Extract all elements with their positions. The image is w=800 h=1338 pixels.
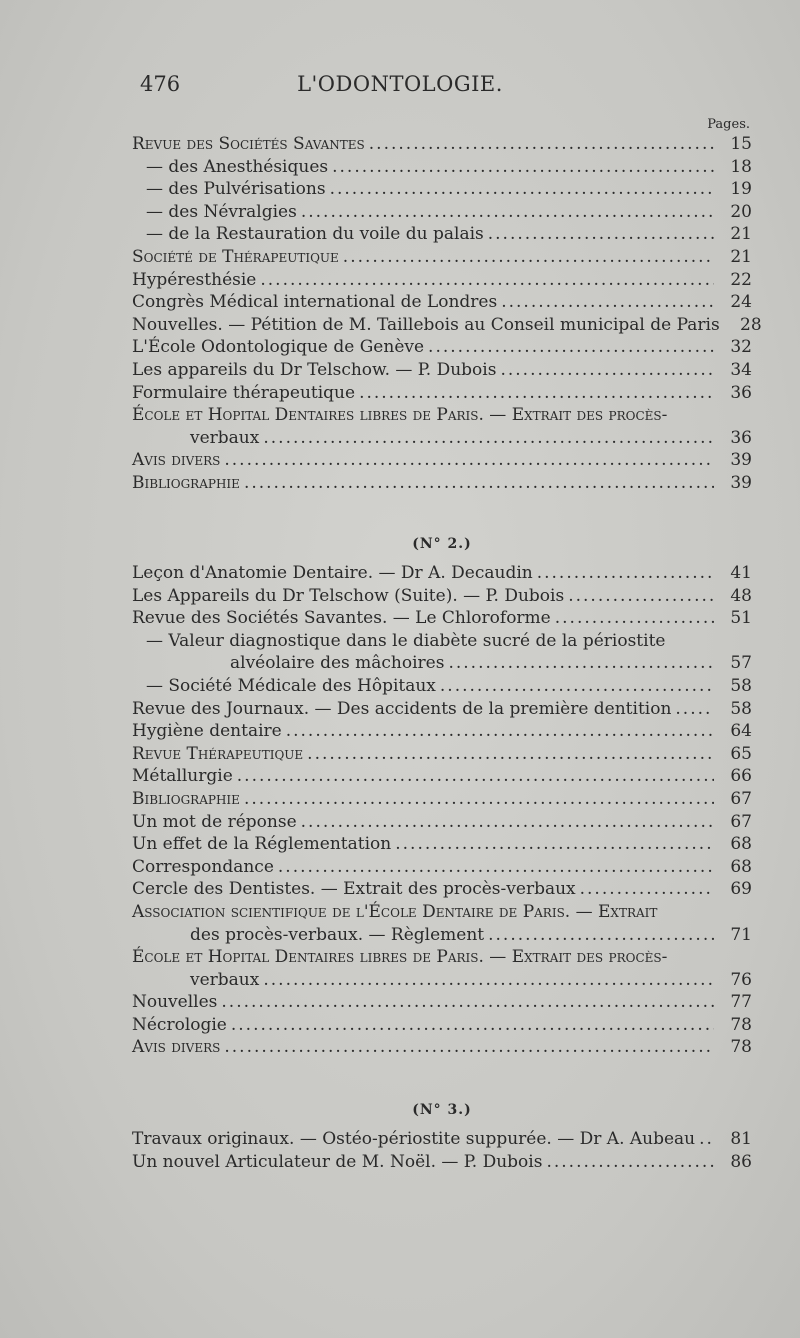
leader-dots bbox=[301, 811, 714, 834]
toc-entry-multiline bbox=[132, 404, 752, 449]
toc-entry-page: 77 bbox=[730, 992, 752, 1013]
toc-entry bbox=[132, 156, 752, 179]
toc-entry-title: Revue des Sociétés Savantes bbox=[132, 134, 365, 154]
toc-entry-title: Cercle des Dentistes. — Extrait des procès-verbaux bbox=[132, 879, 576, 900]
toc-entry bbox=[132, 562, 752, 585]
toc-entry-title: verbaux bbox=[190, 969, 260, 990]
toc-entry bbox=[132, 291, 752, 314]
toc-entry-page: 19 bbox=[730, 179, 752, 200]
toc-entry bbox=[132, 178, 752, 201]
toc-entry-page: 67 bbox=[730, 811, 752, 832]
leader-dots bbox=[395, 833, 714, 856]
toc-entry-title: Un nouvel Articulateur de M. Noël. — P. Dubois bbox=[132, 1151, 543, 1172]
toc-entry-title: Nouvelles bbox=[132, 992, 218, 1013]
toc-section-3 bbox=[132, 1092, 752, 1173]
toc-entry bbox=[132, 924, 752, 947]
toc-entry bbox=[132, 449, 752, 472]
toc-entry-page: 69 bbox=[730, 879, 752, 900]
toc-entry-title: Formulaire thérapeutique bbox=[132, 382, 356, 403]
toc-entry-page: 66 bbox=[730, 766, 752, 787]
toc-entry-title: Société de Thérapeutique bbox=[132, 246, 339, 267]
leader-dots bbox=[244, 472, 714, 495]
toc-entry-title: Un mot de réponse bbox=[132, 811, 297, 832]
toc-entry-page: 78 bbox=[730, 1037, 752, 1058]
toc-entry-page: 32 bbox=[730, 337, 752, 358]
toc-entry-multiline bbox=[132, 630, 752, 675]
toc-entry-page: 20 bbox=[730, 201, 752, 222]
toc-entry-line: Association scientifique de l'École Dentaire de Paris. — Extrait bbox=[132, 901, 658, 922]
toc-entry bbox=[132, 336, 752, 359]
leader-dots bbox=[244, 788, 714, 811]
toc-entry bbox=[132, 427, 752, 450]
toc-entry bbox=[132, 359, 752, 382]
leader-dots bbox=[699, 1128, 714, 1151]
toc-entry-title: — des Anesthésiques bbox=[146, 156, 329, 177]
toc-entry-title: Revue des Sociétés Savantes. — Le Chloroforme bbox=[132, 608, 551, 629]
leader-dots bbox=[359, 382, 714, 405]
running-title: L'ODONTOLOGIE. bbox=[297, 72, 503, 96]
leader-dots bbox=[330, 178, 714, 201]
toc-entry bbox=[132, 652, 752, 675]
leader-dots bbox=[501, 291, 714, 314]
toc-entry-title: alvéolaire des mâchoires bbox=[230, 653, 445, 674]
page-header bbox=[0, 72, 800, 106]
toc-entry-title: verbaux bbox=[190, 427, 260, 448]
page-number: 476 bbox=[140, 72, 181, 96]
toc-entry bbox=[132, 269, 752, 292]
toc-section-1 bbox=[132, 133, 762, 495]
toc-entry-page: 36 bbox=[730, 382, 752, 403]
toc-entry bbox=[132, 991, 752, 1014]
toc-entry-page: 67 bbox=[730, 788, 752, 809]
toc-entry-page: 78 bbox=[730, 1014, 752, 1035]
toc-entry-line: École et Hopital Dentaires libres de Paris. — Extrait des procès- bbox=[132, 947, 668, 968]
issue-heading: (N° 2.) bbox=[412, 536, 472, 552]
leader-dots bbox=[286, 720, 714, 743]
toc-entry-title: Nécrologie bbox=[132, 1014, 227, 1035]
leader-dots bbox=[440, 675, 714, 698]
toc-entry bbox=[132, 607, 752, 630]
leader-dots bbox=[343, 246, 714, 269]
leader-dots bbox=[428, 336, 714, 359]
toc-entry-page: 36 bbox=[730, 427, 752, 448]
toc-entry-page: 51 bbox=[730, 608, 752, 629]
leader-dots bbox=[278, 856, 714, 879]
toc-entry bbox=[132, 201, 752, 224]
toc-entry-page: 41 bbox=[730, 563, 752, 583]
toc-entry bbox=[132, 133, 752, 156]
leader-dots bbox=[568, 585, 714, 608]
leader-dots bbox=[237, 765, 714, 788]
toc-entry-title: L'École Odontologique de Genève bbox=[132, 337, 425, 358]
toc-entry-page: 58 bbox=[730, 675, 752, 696]
toc-entry-title: Travaux originaux. — Ostéo-périostite suppurée. — Dr A. Aubeau bbox=[132, 1129, 696, 1149]
toc-entry bbox=[132, 720, 752, 743]
toc-entry bbox=[132, 1036, 752, 1059]
toc-entry-line: École et Hopital Dentaires libres de Paris. — Extrait des procès- bbox=[132, 405, 668, 426]
toc-entry-title: Correspondance bbox=[132, 856, 274, 877]
toc-entry-page: 22 bbox=[730, 269, 752, 290]
toc-entry-title: Bibliographie bbox=[132, 788, 240, 809]
toc-entry bbox=[132, 969, 752, 992]
leader-dots bbox=[332, 156, 714, 179]
toc-entry-page: 39 bbox=[730, 450, 752, 471]
toc-entry-page: 68 bbox=[730, 834, 752, 855]
toc-entry bbox=[132, 788, 752, 811]
pages-column-label: Pages. bbox=[707, 117, 750, 132]
toc-entry-page: 21 bbox=[730, 224, 752, 245]
leader-dots bbox=[231, 1014, 714, 1037]
leader-dots bbox=[307, 743, 714, 766]
leader-dots bbox=[224, 1036, 714, 1059]
toc-entry-page: 68 bbox=[730, 856, 752, 877]
toc-entry-title: Congrès Médical international de Londres bbox=[132, 292, 498, 313]
leader-dots bbox=[546, 1151, 714, 1174]
toc-entry bbox=[132, 223, 752, 246]
toc-entry-title: Avis divers bbox=[132, 1037, 221, 1058]
toc-entry-title: Revue Thérapeutique bbox=[132, 743, 304, 764]
toc-entry bbox=[132, 856, 752, 879]
toc-entry bbox=[132, 382, 752, 405]
toc-entry-title: Les Appareils du Dr Telschow (Suite). — P. Dubois bbox=[132, 585, 565, 606]
issue-heading: (N° 3.) bbox=[412, 1102, 472, 1118]
toc-entry bbox=[132, 743, 752, 766]
toc-entry bbox=[132, 246, 752, 269]
toc-entry bbox=[132, 811, 752, 834]
toc-entry-multiline bbox=[132, 901, 752, 946]
toc-entry-title: Un effet de la Réglementation bbox=[132, 834, 392, 855]
toc-entry-page: 76 bbox=[730, 969, 752, 990]
toc-entry bbox=[132, 833, 752, 856]
toc-entry-title: — Société Médicale des Hôpitaux bbox=[146, 675, 436, 696]
toc-entry-title: Revue des Journaux. — Des accidents de la première dentition bbox=[132, 698, 672, 719]
toc-entry-title: Bibliographie bbox=[132, 472, 240, 493]
toc-entry bbox=[132, 314, 762, 337]
toc-entry-page: 86 bbox=[730, 1151, 752, 1172]
leader-dots bbox=[301, 201, 714, 224]
toc-entry-title: Hygiène dentaire bbox=[132, 721, 282, 742]
toc-entry-title: — de la Restauration du voile du palais bbox=[146, 224, 484, 245]
toc-entry bbox=[132, 878, 752, 901]
toc-entry-page: 71 bbox=[730, 924, 752, 945]
toc-entry-page: 18 bbox=[730, 156, 752, 177]
toc-entry-page: 58 bbox=[730, 698, 752, 719]
leader-dots bbox=[260, 269, 714, 292]
toc-entry-title: Métallurgie bbox=[132, 766, 233, 787]
toc-entry-page: 57 bbox=[730, 653, 752, 674]
toc-entry-page: 64 bbox=[730, 721, 752, 742]
toc-entry-page: 81 bbox=[730, 1129, 752, 1149]
toc-entry-line: — Valeur diagnostique dans le diabète sucré de la périostite bbox=[146, 630, 666, 651]
leader-dots bbox=[675, 698, 714, 721]
leader-dots bbox=[224, 449, 714, 472]
toc-entry-title: Avis divers bbox=[132, 450, 221, 471]
leader-dots bbox=[580, 878, 714, 901]
toc-entry bbox=[132, 1151, 752, 1174]
leader-dots bbox=[488, 223, 714, 246]
toc-entry-page: 28 bbox=[740, 314, 762, 335]
leader-dots bbox=[537, 562, 714, 585]
toc-entry-page: 34 bbox=[730, 359, 752, 380]
leader-dots bbox=[500, 359, 714, 382]
toc-entry-title: Nouvelles. — Pétition de M. Taillebois au Conseil municipal de Paris bbox=[132, 314, 720, 335]
toc-entry bbox=[132, 675, 752, 698]
toc-entry-title: des procès-verbaux. — Règlement bbox=[190, 924, 485, 945]
toc-entry-page: 39 bbox=[730, 472, 752, 493]
leader-dots bbox=[263, 969, 714, 992]
leader-dots bbox=[263, 427, 714, 450]
toc-entry-title: Leçon d'Anatomie Dentaire. — Dr A. Decaudin bbox=[132, 563, 533, 583]
toc-entry-page: 24 bbox=[730, 292, 752, 313]
leader-dots bbox=[555, 607, 714, 630]
toc-entry-page: 65 bbox=[730, 743, 752, 764]
toc-entry bbox=[132, 472, 752, 495]
toc-entry-title: Les appareils du Dr Telschow. — P. Dubois bbox=[132, 359, 497, 380]
leader-dots bbox=[221, 991, 714, 1014]
leader-dots bbox=[369, 133, 714, 156]
toc-entry bbox=[132, 698, 752, 721]
leader-dots bbox=[488, 924, 714, 947]
toc-entry bbox=[132, 765, 752, 788]
leader-dots bbox=[448, 652, 714, 675]
toc-entry bbox=[132, 1128, 752, 1151]
toc-entry-page: 21 bbox=[730, 246, 752, 267]
toc-section-2 bbox=[132, 526, 752, 1059]
toc-entry bbox=[132, 585, 752, 608]
toc-entry-page: 15 bbox=[730, 134, 752, 154]
toc-entry-title: — des Névralgies bbox=[146, 201, 297, 222]
toc-entry-title: Hypéresthésie bbox=[132, 269, 257, 290]
toc-entry-multiline bbox=[132, 946, 752, 991]
toc-entry bbox=[132, 1014, 752, 1037]
toc-entry-page: 48 bbox=[730, 585, 752, 606]
toc-entry-title: — des Pulvérisations bbox=[146, 179, 326, 200]
